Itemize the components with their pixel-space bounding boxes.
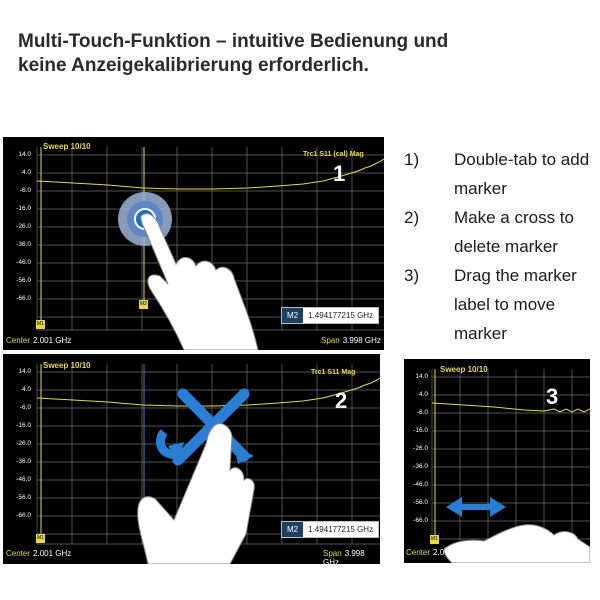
- y-tick: -26.0: [413, 445, 428, 452]
- drag-gesture-icon: [444, 495, 590, 563]
- y-tick: -36.0: [16, 241, 31, 248]
- y-tick: -66.0: [16, 512, 31, 519]
- span-label: Span: [321, 336, 340, 345]
- marker-readout: [281, 521, 379, 538]
- step-text: Drag the marker label to move marker: [454, 266, 577, 343]
- center-label: Center: [6, 336, 31, 345]
- y-tick: -66.0: [413, 517, 428, 524]
- list-item: [404, 261, 596, 348]
- heading-line-1: Multi-Touch-Funktion – intuitive Bedienung und: [18, 31, 449, 52]
- marker-value: 1.494177215 GHz: [308, 525, 374, 534]
- screen-cross-delete[interactable]: [3, 354, 380, 564]
- span-freq: [321, 336, 381, 345]
- y-tick: -6.0: [416, 409, 428, 416]
- marker-id: M2: [282, 522, 303, 537]
- center-freq: [406, 548, 444, 557]
- y-tick: -16.0: [16, 205, 31, 212]
- y-tick: 14.0: [18, 368, 31, 375]
- step-badge: 3: [546, 384, 559, 409]
- y-tick: -16.0: [16, 422, 31, 429]
- y-tick: 14.0: [415, 373, 428, 380]
- step-number: 1): [404, 150, 420, 169]
- y-tick: -56.0: [16, 277, 31, 284]
- y-tick: -46.0: [413, 481, 428, 488]
- instruction-list: [404, 145, 596, 348]
- y-tick: 4.0: [21, 169, 31, 176]
- span-label: Span: [323, 549, 342, 558]
- y-tick: -46.0: [16, 476, 31, 483]
- y-tick: 4.0: [21, 386, 31, 393]
- step-text: Make a cross to delete marker: [454, 208, 574, 256]
- trace-name: Trc1 S11 (cal) Mag: [303, 151, 364, 158]
- span-freq: [323, 549, 380, 564]
- span-value: 3.998 GHz: [323, 549, 365, 564]
- sweep-label: Sweep 10/10: [43, 361, 91, 370]
- y-tick: -6.0: [19, 404, 31, 411]
- y-tick: -26.0: [16, 223, 31, 230]
- double-tap-gesture-icon: [108, 192, 278, 350]
- cross-gesture-icon: [118, 384, 288, 564]
- step-number: 3): [404, 266, 420, 285]
- y-tick: -46.0: [16, 259, 31, 266]
- y-tick: -6.0: [19, 187, 31, 194]
- screen-double-tap[interactable]: [3, 137, 384, 350]
- y-tick: 4.0: [418, 391, 428, 398]
- y-tick: -16.0: [413, 427, 428, 434]
- center-label: Center: [6, 549, 31, 558]
- page-heading: [18, 30, 588, 78]
- y-tick: -36.0: [16, 458, 31, 465]
- marker-value: 1.494177215 GHz: [308, 311, 374, 320]
- y-tick: -56.0: [413, 499, 428, 506]
- sweep-label: Sweep 10/10: [43, 142, 91, 151]
- y-tick: 14.0: [18, 151, 31, 158]
- center-freq: [6, 336, 71, 345]
- center-freq: [6, 549, 71, 558]
- marker-m1-tag[interactable]: M1: [37, 535, 44, 541]
- screen-drag-marker[interactable]: [404, 359, 590, 563]
- sweep-label: Sweep 10/10: [440, 365, 488, 374]
- center-value: 2.001 GHz: [33, 336, 72, 345]
- list-item: [404, 203, 596, 261]
- marker-id: M2: [282, 308, 303, 323]
- marker-readout: [281, 307, 379, 324]
- marker-m2-tag[interactable]: M2: [140, 301, 147, 307]
- heading-line-2: keine Anzeigekalibrierung erforderlich.: [18, 55, 369, 76]
- list-item: [404, 145, 596, 203]
- marker-m1-tag[interactable]: M1: [431, 536, 438, 542]
- center-value: 2.0: [433, 548, 445, 557]
- center-label: Center: [406, 548, 431, 557]
- y-tick: -66.0: [16, 295, 31, 302]
- y-tick: -36.0: [413, 463, 428, 470]
- step-number: 2): [404, 208, 420, 227]
- center-value: 2.001 GHz: [33, 549, 72, 558]
- marker-m1-tag[interactable]: M1: [37, 321, 44, 327]
- y-tick: -26.0: [16, 440, 31, 447]
- step-text: Double-tab to add marker: [454, 150, 590, 198]
- trace-line: [432, 403, 590, 412]
- trace-name: Trc1 S11 Mag: [311, 369, 356, 376]
- step-badge: 2: [335, 388, 348, 413]
- trace-line: [37, 159, 384, 189]
- y-tick: -56.0: [16, 494, 31, 501]
- step-badge: 1: [333, 161, 346, 186]
- span-value: 3.998 GHz: [342, 336, 381, 345]
